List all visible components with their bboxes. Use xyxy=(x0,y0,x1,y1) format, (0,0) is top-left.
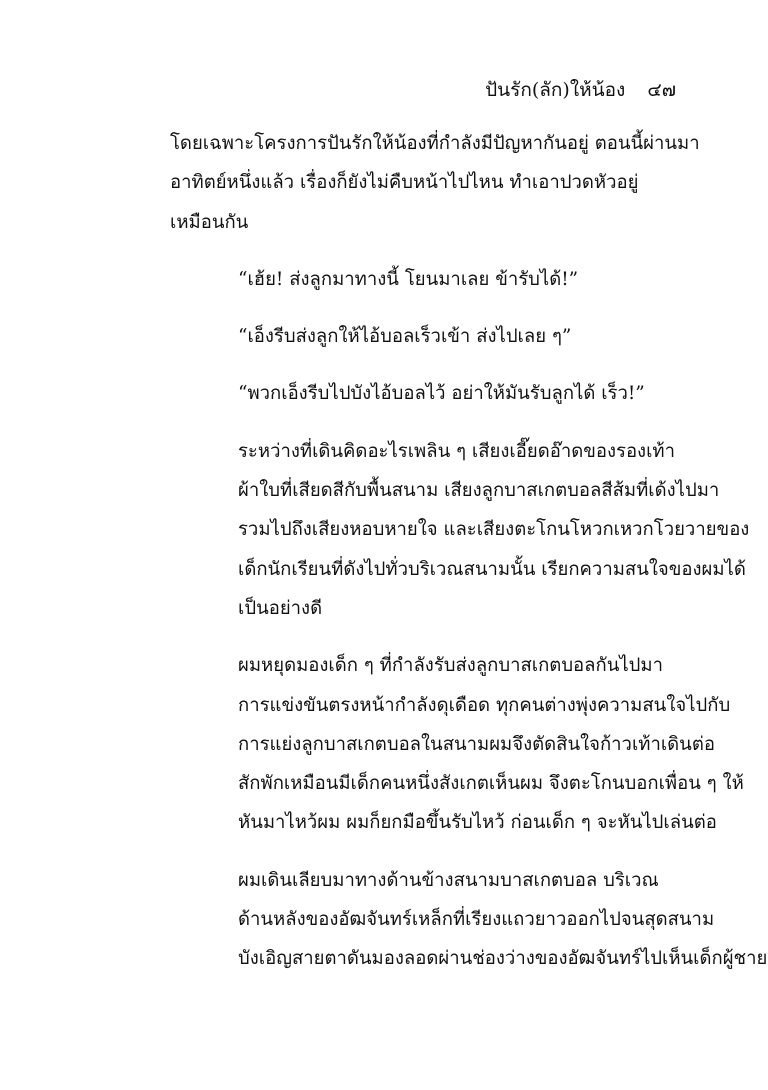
text-line: “พวกเอ็งรีบไปบังไอ้บอลไว้ อย่าให้มันรับลูกได้ เร็ว!” xyxy=(238,383,645,405)
text-line: ผมเดินเลียบมาทางด้านข้างสนามบาสเกตบอล บริเวณ xyxy=(238,869,659,891)
text-line: รวมไปถึงเสียงหอบหายใจ และเสียงตะโกนโหวกเหวกโวยวายของ xyxy=(238,519,750,541)
text-line: บังเอิญสายตาดันมองลอดผ่านช่องว่างของอัฒจันทร์ไปเห็นเด็กผู้ชาย xyxy=(238,948,768,970)
text-line: เหมือนกัน xyxy=(170,211,249,233)
text-line: อาทิตย์หนึ่งแล้ว เรื่องก็ยังไม่คืบหน้าไปไหน ทำเอาปวดหัวอยู่ xyxy=(170,172,639,194)
text-line: ผมหยุดมองเด็ก ๆ ที่กำลังรับส่งลูกบาสเกตบอลกันไปมา xyxy=(238,655,663,677)
text-line: การแย่งลูกบาสเกตบอลในสนามผมจึงตัดสินใจก้าวเท้าเดินต่อ xyxy=(238,733,715,755)
body-text xyxy=(170,124,768,979)
text-line: ผ้าใบที่เสียดสีกับพื้นสนาม เสียงลูกบาสเกตบอลสีส้มที่เด้งไปมา xyxy=(238,480,720,502)
paragraph xyxy=(170,432,750,628)
text-line: สักพักเหมือนมีเด็กคนหนึ่งสังเกตเห็นผม จึงตะโกนบอกเพื่อน ๆ ให้ xyxy=(238,773,744,795)
running-header xyxy=(485,76,676,104)
paragraph xyxy=(170,861,768,979)
paragraph xyxy=(170,124,700,242)
text-line: เด็กนักเรียนที่ดังไปทั่วบริเวณสนามนั้น เรียกความสนใจของผมได้ xyxy=(238,558,746,580)
text-line: ระหว่างที่เดินคิดอะไรเพลิน ๆ เสียงเอี๊ยดอ๊าดของรองเท้า xyxy=(238,440,675,462)
text-line: หันมาไหว้ผม ผมก็ยกมือขึ้นรับไหว้ ก่อนเด็ก ๆ จะหันไปเล่นต่อ xyxy=(238,812,717,834)
text-line: การแข่งขันตรงหน้ากำลังดุเดือด ทุกคนต่างพุ่งความสนใจไปกับ xyxy=(238,694,731,716)
text-line: โดยเฉพาะโครงการปันรักให้น้องที่กำลังมีปัญหากันอยู่ ตอนนี้ผ่านมา xyxy=(170,133,700,154)
paragraph xyxy=(170,646,744,842)
paragraph xyxy=(170,374,682,413)
book-title: ปันรัก(ลัก)ให้น้อง xyxy=(485,79,626,101)
text-line: เป็นอย่างดี xyxy=(238,597,323,619)
page-number: ๔๗ xyxy=(647,79,676,101)
text-line: “เฮ้ย! ส่งลูกมาทางนี้ โยนมาเลย ข้ารับได้!” xyxy=(238,268,579,290)
text-line: “เอ็งรีบส่งลูกให้ไอ้บอลเร็วเข้า ส่งไปเลย ๆ” xyxy=(238,326,572,348)
paragraph xyxy=(170,260,682,299)
paragraph xyxy=(170,317,682,356)
text-line: ด้านหลังของอัฒจันทร์เหล็กที่เรียงแถวยาวออกไปจนสุดสนาม xyxy=(238,909,715,931)
